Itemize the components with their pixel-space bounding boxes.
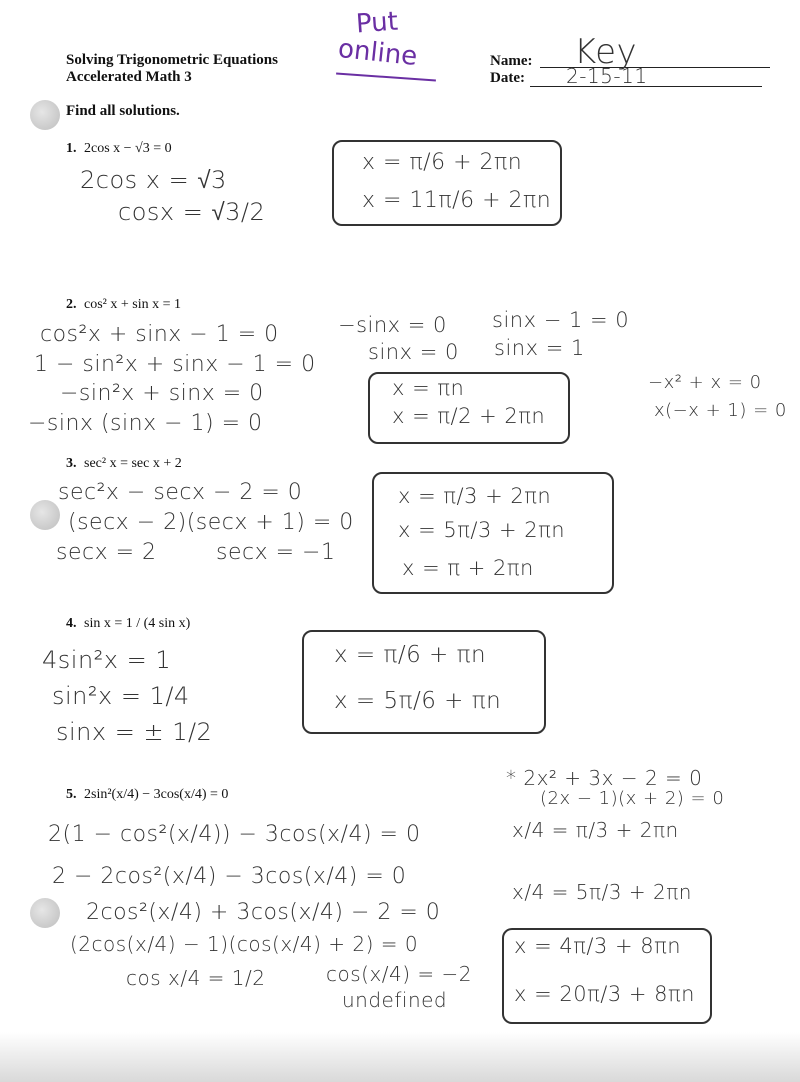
problem-3-answer-2: x = 5π/3 + 2πn bbox=[398, 518, 566, 542]
problem-2-case-2b: sinx = 1 bbox=[494, 336, 585, 360]
problem-1-answer-1: x = π/6 + 2πn bbox=[362, 150, 523, 175]
problem-4-work-line-2: sin²x = 1/4 bbox=[52, 682, 190, 710]
problem-5-side-work-4: x/4 = 5π/3 + 2πn bbox=[512, 880, 692, 904]
problem-2-case-2a: sinx − 1 = 0 bbox=[492, 308, 630, 332]
problem-4-number: 4. bbox=[66, 616, 77, 631]
problem-3-work-line-1: sec²x − secx − 2 = 0 bbox=[58, 480, 303, 505]
problem-2-number: 2. bbox=[66, 297, 77, 312]
problem-5-work-line-6: cos(x/4) = −2 bbox=[326, 962, 473, 986]
problem-2-answer-2: x = π/2 + 2πn bbox=[392, 404, 546, 428]
name-label: Name: bbox=[490, 53, 533, 69]
problem-3-answer-3: x = π + 2πn bbox=[402, 556, 534, 580]
problem-4-equation: sin x = 1 / (4 sin x) bbox=[84, 616, 191, 631]
problem-5-side-work-1: * 2x² + 3x − 2 = 0 bbox=[506, 766, 703, 790]
binder-hole-top bbox=[30, 100, 60, 130]
instruction: Find all solutions. bbox=[66, 103, 180, 119]
problem-5-work-line-3: 2cos²(x/4) + 3cos(x/4) − 2 = 0 bbox=[86, 900, 441, 925]
problem-1-number: 1. bbox=[66, 141, 77, 156]
problem-5-work-line-4: (2cos(x/4) − 1)(cos(x/4) + 2) = 0 bbox=[70, 932, 419, 956]
problem-2-case-1b: sinx = 0 bbox=[368, 340, 459, 364]
problem-2-work-line-2: 1 − sin²x + sinx − 1 = 0 bbox=[34, 352, 316, 377]
problem-3-number: 3. bbox=[66, 456, 77, 471]
problem-2-work-line-4: −sinx (sinx − 1) = 0 bbox=[28, 411, 263, 436]
problem-4-work-line-1: 4sin²x = 1 bbox=[42, 646, 172, 674]
problem-2-case-1a: −sinx = 0 bbox=[338, 313, 447, 337]
problem-1-equation: 2cos x − √3 = 0 bbox=[84, 141, 172, 156]
scan-bottom-shadow bbox=[0, 1032, 800, 1082]
handwritten-note-line2: online bbox=[336, 33, 419, 73]
problem-5-side-work-3: x/4 = π/3 + 2πn bbox=[512, 818, 679, 842]
problem-2-equation: cos² x + sin x = 1 bbox=[84, 297, 181, 312]
name-value: Key bbox=[574, 32, 638, 72]
problem-1-work-line-1: 2cos x = √3 bbox=[80, 166, 227, 194]
worksheet-title: Solving Trigonometric Equations bbox=[66, 52, 278, 68]
problem-4-answer-2: x = 5π/6 + πn bbox=[334, 688, 502, 714]
problem-4-answer-1: x = π/6 + πn bbox=[334, 642, 487, 668]
note-underline bbox=[336, 73, 436, 82]
problem-5-answer-2: x = 20π/3 + 8πn bbox=[514, 982, 695, 1006]
binder-hole-bottom bbox=[30, 898, 60, 928]
problem-5-work-line-5: cos x/4 = 1/2 bbox=[126, 966, 266, 990]
problem-3-work-line-2: (secx − 2)(secx + 1) = 0 bbox=[68, 510, 354, 535]
problem-5-answer-1: x = 4π/3 + 8πn bbox=[514, 934, 682, 958]
date-value: 2-15-11 bbox=[566, 64, 648, 88]
problem-3-answer-1: x = π/3 + 2πn bbox=[398, 484, 552, 508]
problem-3-equation: sec² x = sec x + 2 bbox=[84, 456, 182, 471]
problem-1-work-line-2: cosx = √3/2 bbox=[118, 198, 266, 226]
date-label: Date: bbox=[490, 70, 525, 86]
problem-5-side-work-2: (2x − 1)(x + 2) = 0 bbox=[540, 788, 725, 809]
problem-2-work-line-3: −sin²x + sinx = 0 bbox=[60, 381, 264, 406]
problem-2-side-note-1: −x² + x = 0 bbox=[648, 372, 762, 393]
problem-2-side-note-2: x(−x + 1) = 0 bbox=[654, 400, 787, 421]
course-name: Accelerated Math 3 bbox=[66, 69, 192, 85]
problem-5-work-line-2: 2 − 2cos²(x/4) − 3cos(x/4) = 0 bbox=[52, 864, 407, 889]
problem-5-number: 5. bbox=[66, 787, 77, 802]
problem-3-work-line-4: secx = −1 bbox=[216, 540, 336, 565]
handwritten-note-line1: Put bbox=[355, 6, 399, 40]
binder-hole-middle bbox=[30, 500, 60, 530]
problem-2-work-line-1: cos²x + sinx − 1 = 0 bbox=[40, 322, 279, 347]
problem-1-answer-2: x = 11π/6 + 2πn bbox=[362, 188, 552, 213]
problem-2-answer-1: x = πn bbox=[392, 376, 465, 400]
problem-5-work-line-1: 2(1 − cos²(x/4)) − 3cos(x/4) = 0 bbox=[48, 822, 421, 847]
problem-4-work-line-3: sinx = ± 1/2 bbox=[56, 718, 213, 746]
problem-5-work-line-7: undefined bbox=[342, 988, 448, 1012]
problem-5-equation: 2sin²(x/4) − 3cos(x/4) = 0 bbox=[84, 787, 229, 802]
problem-3-work-line-3: secx = 2 bbox=[56, 540, 157, 565]
